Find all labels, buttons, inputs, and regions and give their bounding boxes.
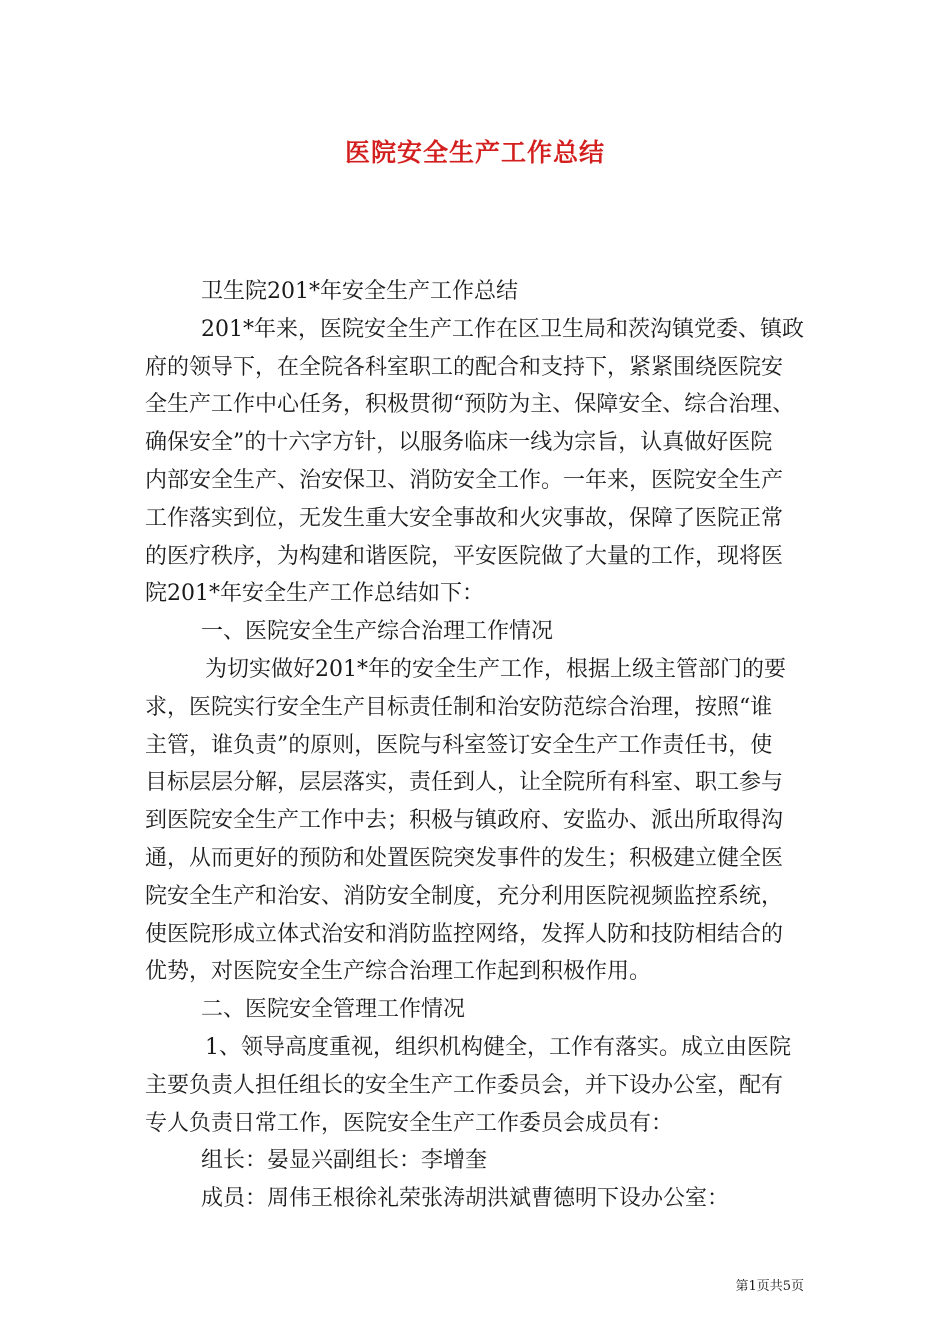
body-line: 府的领导下，在全院各科室职工的配合和支持下，紧紧围绕医院安	[145, 354, 784, 380]
document-body	[145, 273, 810, 1218]
body-line: 为切实做好201*年的安全生产工作，根据上级主管部门的要	[205, 656, 786, 682]
body-line: 全生产工作中心任务，积极贯彻“预防为主、保障安全、综合治理、	[145, 392, 795, 418]
body-line: 求，医院实行安全生产目标责任制和治安防范综合治理，按照“谁	[145, 694, 773, 720]
body-line: 组长：晏显兴副组长：李增奎	[201, 1148, 488, 1174]
body-line: 优势，对医院安全生产综合治理工作起到积极作用。	[145, 959, 652, 985]
body-line: 使医院形成立体式治安和消防监控网络，发挥人防和技防相结合的	[145, 921, 784, 947]
body-line: 卫生院201*年安全生产工作总结	[201, 279, 518, 304]
body-line: 目标层层分解，层层落实，责任到人，让全院所有科室、职工参与	[145, 770, 784, 796]
body-line: 工作落实到位，无发生重大安全事故和火灾事故，保障了医院正常	[145, 505, 784, 531]
body-line: 内部安全生产、治安保卫、消防安全工作。一年来，医院安全生产	[145, 467, 784, 493]
page-number: 第1页共5页	[735, 1279, 804, 1294]
section-heading: 一、医院安全生产综合治理工作情况	[201, 619, 554, 645]
body-line: 院安全生产和治安、消防安全制度，充分利用医院视频监控系统，	[145, 883, 784, 909]
body-line: 201*年来，医院安全生产工作在区卫生局和茨沟镇党委、镇政	[201, 316, 804, 342]
document-title: 医院安全生产工作总结	[344, 138, 605, 167]
body-line: 的医疗秩序，为构建和谐医院，平安医院做了大量的工作，现将医	[145, 543, 784, 569]
body-line: 通，从而更好的预防和处置医院突发事件的发生；积极建立健全医	[145, 845, 784, 871]
body-line: 院201*年安全生产工作总结如下：	[145, 581, 484, 607]
body-line: 确保安全”的十六字方针，以服务临床一线为宗旨，认真做好医院	[145, 430, 773, 456]
body-line: 专人负责日常工作，医院安全生产工作委员会成员有：	[145, 1110, 674, 1136]
body-line: 1、领导高度重视，组织机构健全，工作有落实。成立由医院	[205, 1034, 791, 1060]
section-heading: 二、医院安全管理工作情况	[201, 997, 466, 1023]
body-line: 到医院安全生产工作中去；积极与镇政府、安监办、派出所取得沟	[145, 808, 784, 834]
body-line: 主管，谁负责”的原则，医院与科室签订安全生产工作责任书，使	[145, 732, 773, 758]
body-line: 主要负责人担任组长的安全生产工作委员会，并下设办公室，配有	[145, 1072, 784, 1098]
body-line: 成员：周伟王根徐礼荣张涛胡洪斌曹德明下设办公室：	[201, 1186, 730, 1212]
